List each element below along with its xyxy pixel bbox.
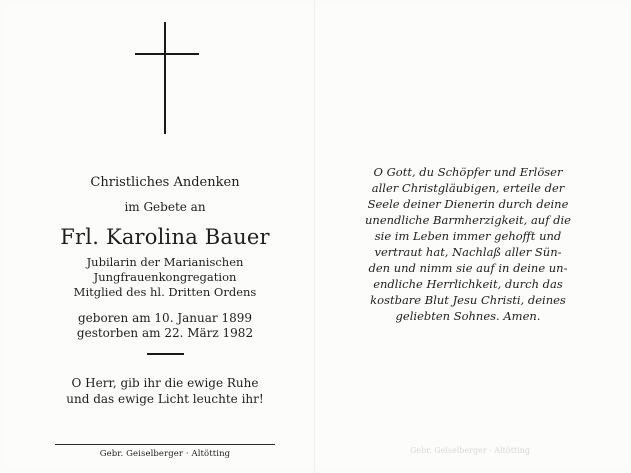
prayer-line: sie im Leben immer gehofft und bbox=[374, 229, 562, 243]
footer-rule bbox=[55, 444, 275, 445]
role-line: Jungfrauenkongregation bbox=[93, 270, 237, 284]
subheading: im Gebete an bbox=[124, 200, 206, 214]
prayer-line: aller Christgläubigen, erteile der bbox=[371, 181, 565, 195]
prayer-line: Seele deiner Dienerin durch deine bbox=[367, 197, 569, 211]
fold-line bbox=[314, 0, 315, 473]
short-prayer-line: und das ewige Licht leuchte ihr! bbox=[66, 392, 264, 406]
role-line: Jubilarin der Marianischen bbox=[86, 255, 244, 269]
printer-imprint: Gebr. Geiselberger · Altötting bbox=[99, 449, 231, 459]
prayer-line: unendliche Barmherzigkeit, auf die bbox=[365, 213, 571, 227]
deceased-name: Frl. Karolina Bauer bbox=[60, 225, 270, 249]
cross-icon-bar bbox=[135, 53, 199, 55]
role-line: Mitglied des hl. Dritten Ordens bbox=[73, 285, 257, 299]
short-prayer-line: O Herr, gib ihr die ewige Ruhe bbox=[71, 376, 259, 390]
prayer-line: den und nimm sie auf in deine un- bbox=[368, 261, 568, 275]
show-through-imprint: Gebr. Geiselberger · Altötting bbox=[410, 446, 530, 455]
cross-icon bbox=[164, 22, 166, 134]
prayer-line: vertraut hat, Nachlaß aller Sün- bbox=[374, 245, 562, 259]
prayer-line: O Gott, du Schöpfer und Erlöser bbox=[373, 165, 563, 179]
prayer-line: kostbare Blut Jesu Christi, deines bbox=[370, 293, 566, 307]
heading: Christliches Andenken bbox=[90, 175, 240, 190]
prayer-line: geliebten Sohnes. Amen. bbox=[395, 309, 541, 323]
divider bbox=[147, 353, 184, 355]
death-date: gestorben am 22. März 1982 bbox=[76, 326, 254, 340]
prayer-line: endliche Herrlichkeit, durch das bbox=[373, 277, 563, 291]
birth-date: geboren am 10. Januar 1899 bbox=[78, 311, 252, 325]
